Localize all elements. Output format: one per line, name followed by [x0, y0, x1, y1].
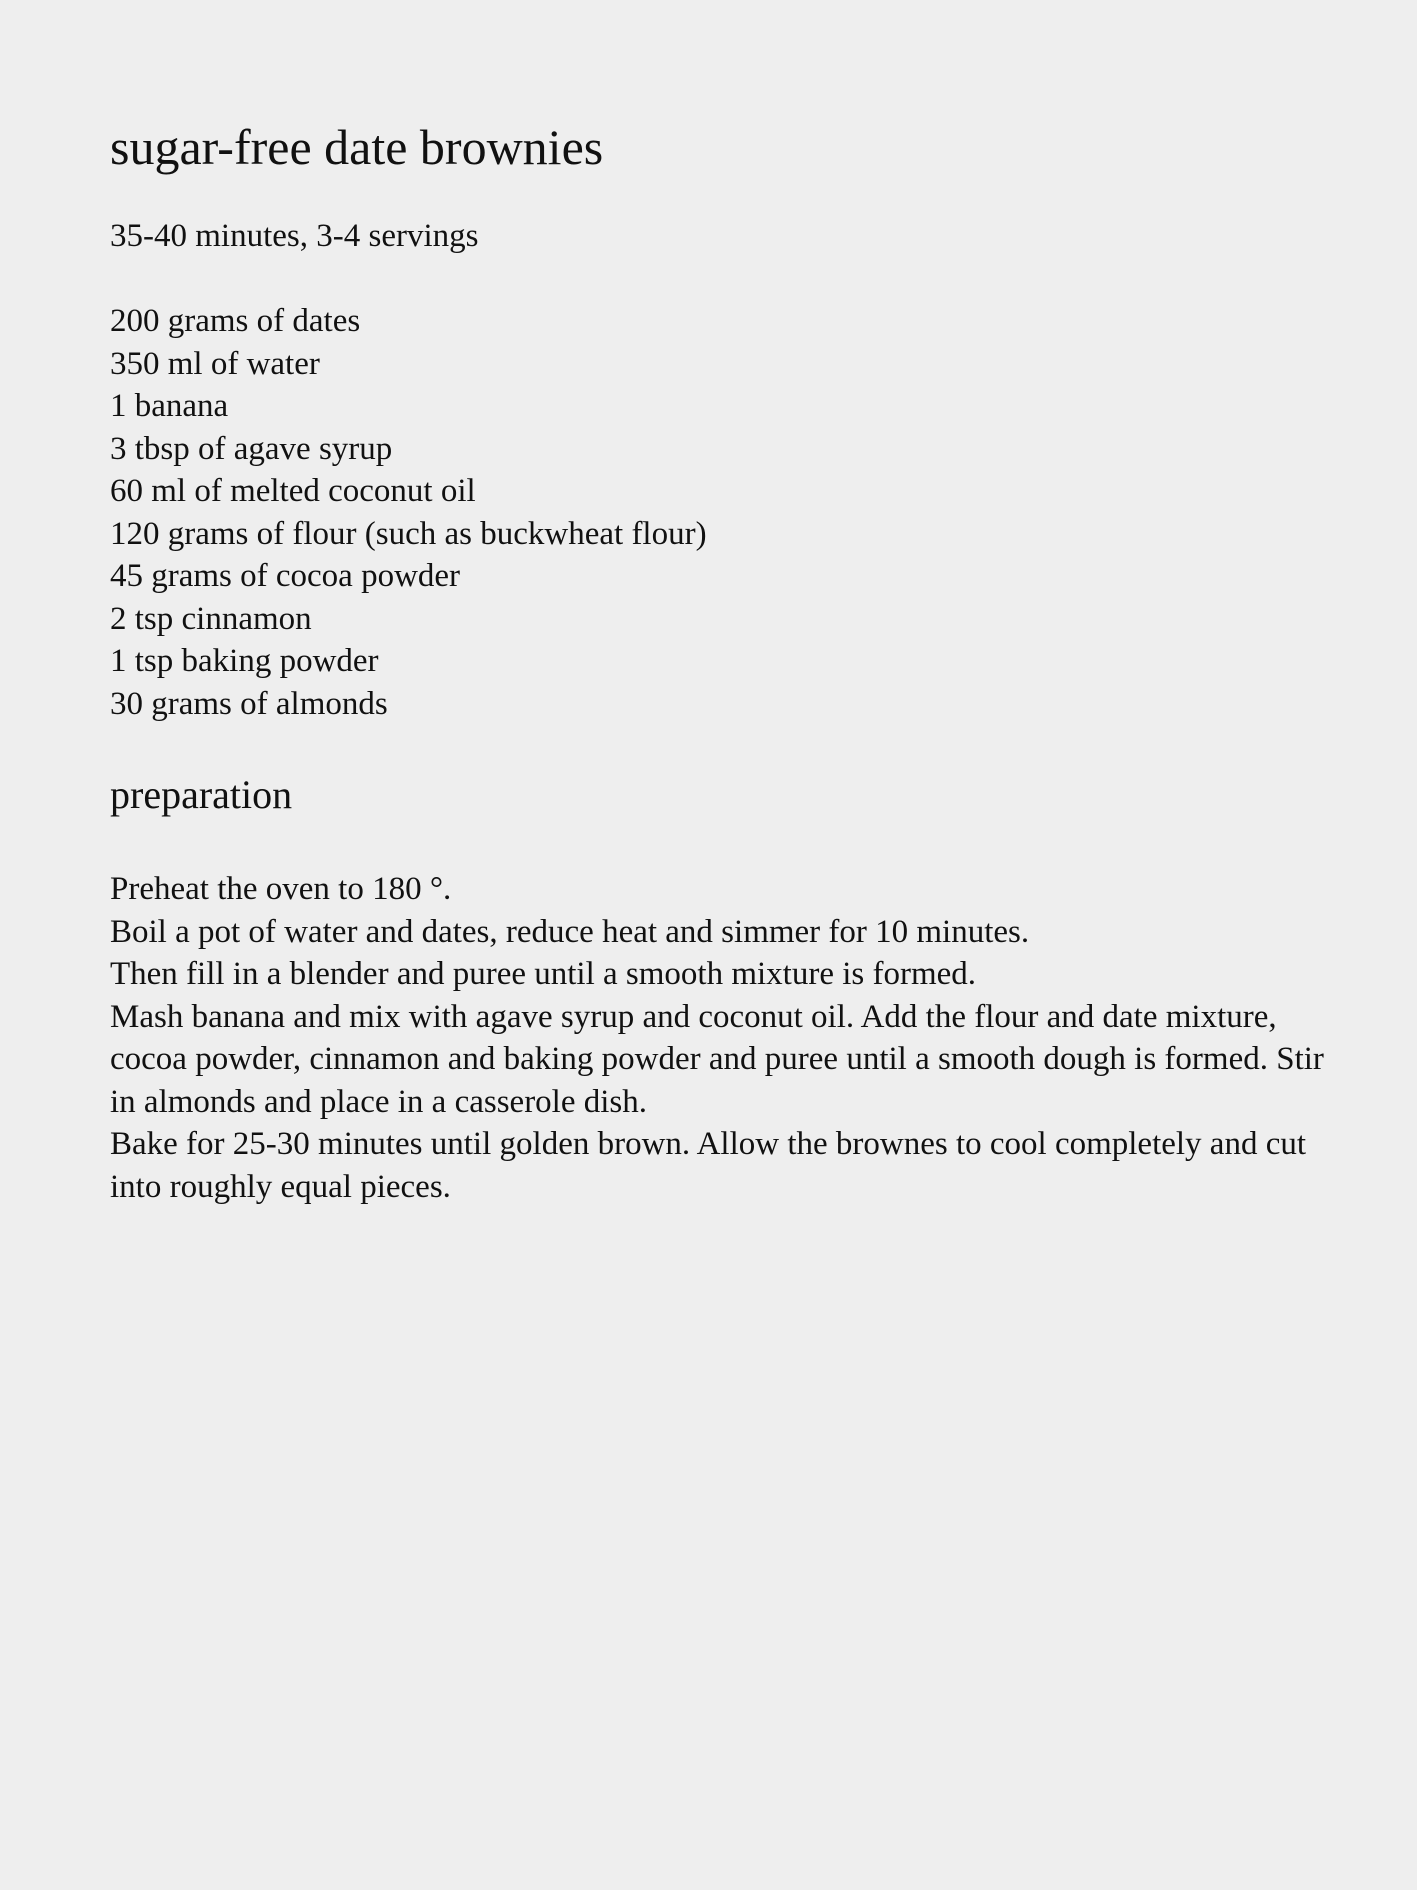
- ingredient-item: 30 grams of almonds: [110, 685, 388, 722]
- preparation-steps: [110, 868, 1340, 1208]
- preparation-step: Then fill in a blender and puree until a smooth mixture is formed.: [110, 956, 977, 992]
- ingredient-item: 3 tbsp of agave syrup: [110, 430, 393, 467]
- ingredient-item: 350 ml of water: [110, 345, 320, 382]
- ingredient-item: 60 ml of melted coconut oil: [110, 473, 476, 509]
- ingredient-item: 2 tsp cinnamon: [110, 600, 312, 637]
- ingredient-list: [110, 300, 707, 725]
- ingredient-item: 1 banana: [110, 388, 229, 424]
- ingredient-item: 120 grams of flour (such as buckwheat flour): [110, 515, 707, 552]
- preparation-step: Bake for 25-30 minutes until golden brown. Allow the brownes to cool completely and cut into roughly equal pieces.: [110, 1126, 1307, 1205]
- preparation-step: Boil a pot of water and dates, reduce heat and simmer for 10 minutes.: [110, 913, 1030, 950]
- recipe-meta: 35-40 minutes, 3-4 servings: [110, 218, 479, 254]
- ingredient-item: 200 grams of dates: [110, 303, 361, 339]
- preparation-heading: preparation: [110, 772, 293, 817]
- recipe-title: sugar-free date brownies: [110, 119, 604, 175]
- ingredient-item: 1 tsp baking powder: [110, 643, 379, 679]
- preparation-step: Preheat the oven to 180 °.: [110, 871, 452, 907]
- preparation-step: Mash banana and mix with agave syrup and coconut oil. Add the flour and date mixture, cocoa powder, cinnamon and baking powder and puree until a smooth dough is formed. Stir in almonds and place in a casserole dish.: [110, 998, 1324, 1120]
- ingredient-item: 45 grams of cocoa powder: [110, 558, 461, 594]
